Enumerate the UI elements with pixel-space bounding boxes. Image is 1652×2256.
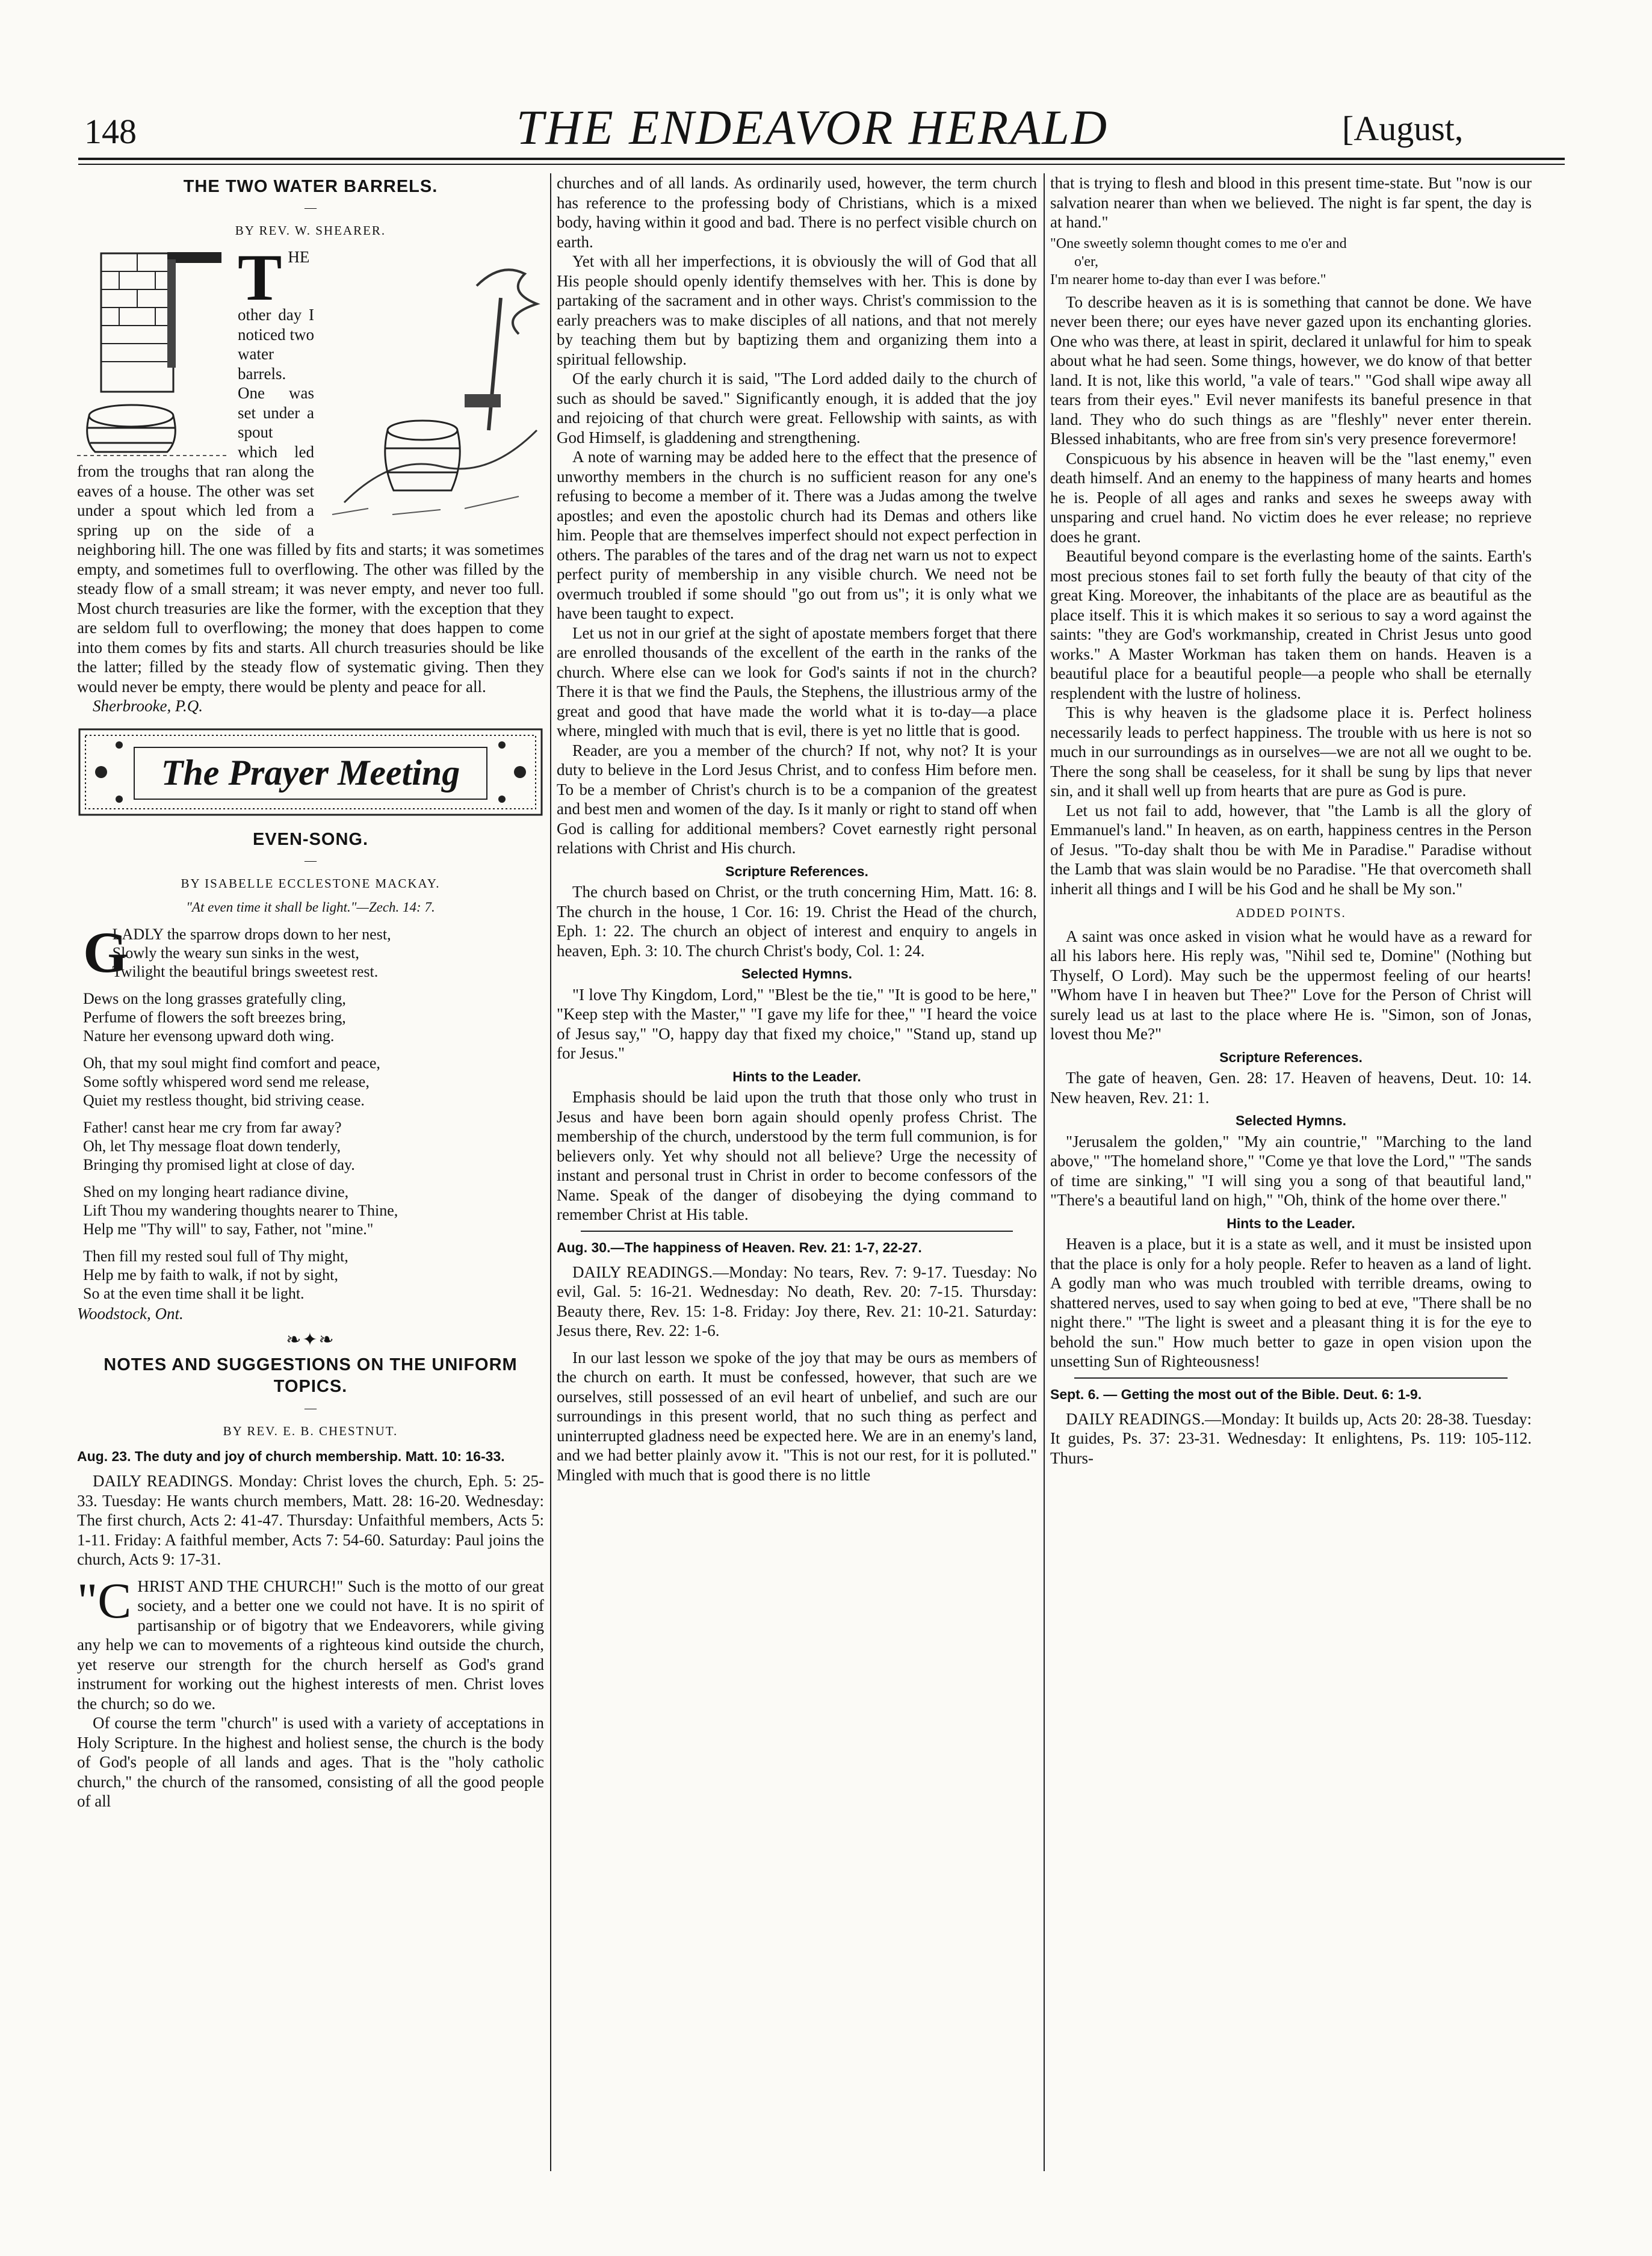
- verse-line: Quiet my restless thought, bid striving cease.: [83, 1091, 365, 1109]
- barrel-under-spout-illustration: [77, 247, 230, 458]
- paragraph: Of course the term "church" is used with a variety of acceptations in Holy Scripture. In the highest and holiest sense, the church is the body of God's people of all lands and ages. That is the "holy catholic church," the church of the ransomed, consisting of all the good people of all: [77, 1714, 544, 1810]
- paragraph: A saint was once asked in vision what he would have as a reward for all his labors here. His reply was, "Nihil sed te, Domine" (Nothing but Thyself, O Lord). May such be the uppermost feeling of our hearts! "Whom have I in heaven but Thee?" Love for the Person of Christ will surely lead us at last to the place where He is. "Simon, son of Jonas, lovest thou Me?": [1050, 927, 1532, 1043]
- paragraph: Beautiful beyond compare is the everlasting home of the saints. Earth's most precious stones fail to set forth fully the beauty of that city of the great King. Moreover, the inhabitants of the place are as beautiful as the place itself. This it is which makes it so serious to say a word against the saints: "they are God's workmanship, created in Christ Jesus unto good works." A Master Workman has taken them on hands. Heaven is a beautiful place for a beautiful people—a people who shall be eternally resplendent with the lustre of holiness.: [1050, 547, 1532, 702]
- poem-place: Woodstock, Ont.: [77, 1304, 184, 1323]
- dropcap-letter: G: [83, 919, 128, 984]
- verse-line: Then fill my rested soul full of Thy might,: [83, 1247, 348, 1265]
- header-rule: [78, 158, 1565, 160]
- paragraph: Let us not fail to add, however, that "the Lamb is all the glory of Emmanuel's land." In heaven, as on earth, happiness centres in the Person of Jesus. "To-day shalt thou be with Me in Paradise." Paradise without the Lamb that was slain would be no Paradise. "He that overcometh shall inherit all things and I will be his God and he shall be My son.": [1050, 801, 1532, 898]
- verse-line: Shed on my longing heart radiance divine,: [83, 1182, 349, 1201]
- verse-line: LADLY the sparrow drops down to her nest,: [112, 925, 391, 943]
- article-title: THE TWO WATER BARRELS.: [183, 177, 438, 196]
- column-2: [557, 173, 1037, 2177]
- section-rule: [581, 1231, 1013, 1232]
- paragraph: that is trying to flesh and blood in this present time-state. But "now is our salvation nearer than when we believed. The night is far spent, the day is at hand.": [1050, 174, 1532, 231]
- verse-line: o'er,: [1074, 253, 1099, 270]
- dropcap-letter: "C: [77, 1572, 132, 1629]
- divider-dash: —: [305, 1401, 317, 1415]
- column-3: [1050, 173, 1532, 2177]
- notes-title: NOTES AND SUGGESTIONS ON THE UNIFORM TOPICS.: [104, 1355, 518, 1396]
- scripture-references: The gate of heaven, Gen. 28: 17. Heaven of heavens, Deut. 10: 14. New heaven, Rev. 21: 1.: [1050, 1069, 1532, 1107]
- paragraph: Let us not in our grief at the sight of apostate members forget that there are enrolled thousands of the excellent of the earth in the ranks of the church. Where else can we look for God's saints if not in the church? There it is that we find the Pauls, the Stephens, the illustrious army of the great and good that have made the world what it is to-day—a place where, mingled with much that is evil, there is yet no little that is good.: [557, 623, 1037, 740]
- section-rule: [1074, 1377, 1508, 1379]
- topic-heading: Aug. 30.—The happiness of Heaven. Rev. 21: 1-7, 22-27.: [557, 1239, 922, 1255]
- verse-line: Dews on the long grasses gratefully cling,: [83, 989, 346, 1007]
- selected-hymns: "I love Thy Kingdom, Lord," "Blest be the tie," "It is good to be here," "Keep step with the Master," "I gave my life for thee," "I heard the voice of Jesus say," "O, happy day that fixed my choice," "Stand up, stand up for Jesus.": [557, 985, 1037, 1062]
- paragraph: In our last lesson we spoke of the joy that may be ours as members of the church on earth. It must be confessed, however, that such are we ourselves, still possessed of an evil heart of unbelief, and such are our surroundings in this present world, that no such thing as perfect and uninterrupted gladness need be expected here. We are in an enemy's land, and we had better plainly avow it. "This is not our rest, for it is polluted." Mingled with much that is good there is no little: [557, 1348, 1037, 1484]
- column-divider: [550, 173, 551, 2171]
- ornament-divider: ❧✦❧: [286, 1330, 335, 1350]
- verse-line: Nature her evensong upward doth wing.: [83, 1027, 335, 1045]
- section-subheading: Scripture References.: [725, 863, 868, 879]
- article-body: HE other day I noticed two water barrels. One was set under a spout which led from the troughs that ran along the eaves of a house. The other was set under a spout which led from a spring up on the side of a neighboring hill. The one was filled by fits and starts; it was sometimes empty, and sometimes full to overflowing. The other was filled by the steady flow of a small stream; it was never empty, and never too full. Most church treasuries are like the former, with the exception that they are seldom full to overflowing; the money that does happen to come into them comes by fits and starts. All church treasuries should be like the latter; filled by the steady flow of systematic giving. Then they would never be empty, there would be plenty and peace for all.: [77, 248, 544, 696]
- verse-line: Help me by faith to walk, if not by sight,: [83, 1266, 338, 1284]
- leader-hints: Emphasis should be laid upon the truth that those only who trust in Jesus and have been born again should openly profess Christ. The membership of the church, understood by the term full communion, is for believers only. Yet why should not all believe? Urge the necessity of instant and personal trust in Christ in order to become confessors of the Name. Speak of the danger of disobeying the dying command to remember Christ at His table.: [557, 1088, 1037, 1223]
- poem-stanza: [83, 989, 544, 1045]
- paragraph: Conspicuous by his absence in heaven will be the "last enemy," even death himself. And an enemy to the happiness of many hearts and homes he is. People of all ages and ranks and sexes he sweeps away with unsparing and cruel hand. No victim does he ever release; no reprieve does he grant.: [1050, 449, 1532, 546]
- section-subheading: Hints to the Leader.: [732, 1068, 861, 1084]
- article-byline: BY REV. W. SHEARER.: [235, 223, 386, 238]
- verse-line: Oh, that my soul might find comfort and peace,: [83, 1054, 380, 1072]
- paragraph: This is why heaven is the gladsome place it is. Perfect holiness necessarily leads to perfect happiness. The trouble with us here is not so much in our surroundings as in ourselves—we are not all we ought to be. There the song shall be ceaseless, for it shall be sung by lips that never sin, and it shall well up from hearts that are pure as God is pure.: [1050, 703, 1532, 800]
- scripture-references: The church based on Christ, or the truth concerning Him, Matt. 16: 8. The church in the house, 1 Cor. 16: 19. Christ the Head of the church, Eph. 1: 22. The church an object of interest and enquiry to angels in heaven, Eph. 3: 10. The church Christ's body, Col. 1: 24.: [557, 883, 1037, 960]
- poem-stanza: [83, 1182, 544, 1238]
- column-divider: [1044, 173, 1045, 2171]
- divider-dash: —: [305, 853, 317, 867]
- verse-line: I'm nearer home to-day than ever I was before.": [1050, 271, 1326, 288]
- poem-title: EVEN-SONG.: [252, 830, 369, 849]
- section-subheading: Hints to the Leader.: [1227, 1215, 1355, 1231]
- verse-line: "One sweetly solemn thought comes to me o'er and: [1050, 235, 1347, 252]
- barrel-on-hillside-illustration: [320, 250, 544, 527]
- verse-line: Lift Thou my wandering thoughts nearer to Thine,: [83, 1201, 398, 1219]
- verse-line: So at the even time shall it be light.: [83, 1284, 305, 1302]
- topic-heading: Sept. 6. — Getting the most out of the Bible. Deut. 6: 1-9.: [1050, 1386, 1422, 1402]
- paragraph: Of the early church it is said, "The Lord added daily to the church of such as should be saved." Significantly enough, it is added that the joy and rejoicing of that church were great. Fellowship with saints, as with God Himself, is gladdening and strengthening.: [557, 369, 1037, 447]
- divider-dash: —: [305, 200, 317, 214]
- section-subheading: Selected Hymns.: [741, 966, 853, 981]
- paragraph: Reader, are you a member of the church? If not, why not? It is your duty to believe in the Lord Jesus Christ, and to confess Him before men. To be a member of Christ's church is to be a companion of the greatest and best men and women of the day. Is it manly or right to stand off when God is calling for additional members? Covet earnestly right personal relations with Christ and His church.: [557, 741, 1037, 857]
- dropcap-letter: T: [238, 241, 282, 314]
- selected-hymns: "Jerusalem the golden," "My ain countrie," "Marching to the land above," "The homeland shore," "Come ye that love the Lord," "The sands of time are sinking," "I will sing you a song of that beautiful land," "There's a beautiful land on high," "Oh, think of the home over there.": [1050, 1132, 1532, 1209]
- header-rule-thin: [78, 164, 1565, 165]
- daily-readings: DAILY READINGS.—Monday: No tears, Rev. 7: 9-17. Tuesday: No evil, Gal. 5: 16-21. Wednesday: No death, Rev. 20: 7-15. Thursday: Beauty there, Rev. 15: 1-8. Friday: Joy there, Rev. 21: 10-21. Saturday: Jesus there, Rev. 22: 1-6.: [557, 1262, 1037, 1340]
- leader-hints: Heaven is a place, but it is a state as well, and it must be insisted upon that the place is only for a holy people. Refer to heaven as a land of light. A godly man who was much troubled with terrible dreams, owing to shattered nerves, used to say when going to bed at eve, "There shall be no night there." "The light is sweet and a pleasant thing it is for the eye to behold the sun." How much better to gaze in open vision upon the unsetting Sun of Righteousness!: [1050, 1235, 1532, 1370]
- banner-text: The Prayer Meeting: [161, 752, 460, 793]
- section-subheading: Selected Hymns.: [1235, 1113, 1347, 1128]
- article-place: Sherbrooke, P.Q.: [93, 697, 203, 715]
- verse-line: Father! canst hear me cry from far away?: [83, 1118, 342, 1136]
- section-subheading: Scripture References.: [1219, 1049, 1363, 1065]
- issue-month: [August,: [1342, 109, 1464, 148]
- page-number: 148: [84, 112, 137, 151]
- paragraph: HRIST AND THE CHURCH!" Such is the motto of our great society, and a better one we could not have. It is no spirit of partisanship or of bigotry that we Endeavorers, while giving any help we can to movements of a righteous kind outside the church, yet reserve our strength for the church herself as God's grand instrument for working out the highest interests of men. Christ loves the church; so do we.: [77, 1577, 544, 1713]
- verse-line: Some softly whispered word send me release,: [83, 1072, 370, 1090]
- verse-line: Twilight the beautiful brings sweetest rest.: [112, 962, 379, 980]
- prayer-meeting-banner: [77, 727, 544, 817]
- quoted-verse: [1050, 235, 1532, 289]
- paragraph: To describe heaven as it is is something that cannot be done. We have never been there; our eyes have never gazed upon its enchanting glories. One who was there, at least in spirit, declared it unlawful for him to speak about what he had seen. Some things, however, we do know of that better land. It is not, like this world, "a vale of tears." "God shall wipe away all tears from their eyes." Evil never manifests its baneful presence in that land. They who do such things as are "fleshly" never enter therein. Blessed inhabitants, who are free from sin's very presence forevermore!: [1050, 292, 1532, 448]
- verse-line: Bringing thy promised light at close of day.: [83, 1155, 355, 1173]
- daily-readings: DAILY READINGS. Monday: Christ loves the church, Eph. 5: 25-33. Tuesday: He wants church members, Matt. 28: 16-20. Wednesday: The first church, Acts 2: 41-47. Thursday: Unfaithful members, Acts 5: 1-11. Friday: A faithful member, Acts 7: 54-60. Saturday: Paul joins the church, Acts 9: 17-31.: [77, 1472, 544, 1568]
- paragraph: churches and of all lands. As ordinarily used, however, the term church has reference to the professing body of Christians, which is a mixed body, having within it good and bad. There is no perfect visible church on earth.: [557, 174, 1037, 251]
- paragraph: A note of warning may be added here to the effect that the presence of unworthy members in the church is no sufficient reason for any one's refusing to become a member of it. There was a Judas among the twelve apostles; and even the apostolic church had its Demas and others like him. People that are themselves imperfect should not expect perfection in others. The parables of the tares and of the drag net warn us not to expect perfect purity of membership in any visible church. We need not be overmuch troubled if some should "go out from us"; it is only what we have been taught to expect.: [557, 448, 1037, 622]
- poem-stanza: [83, 1247, 544, 1303]
- poem-stanza: [83, 1054, 544, 1110]
- section-subheading: ADDED POINTS.: [1236, 906, 1346, 920]
- masthead-title: THE ENDEAVOR HERALD: [516, 100, 1109, 155]
- poem-stanza: [83, 1118, 544, 1174]
- notes-byline: BY REV. E. B. CHESTNUT.: [223, 1423, 398, 1438]
- column-1: [77, 173, 544, 2177]
- poem-byline: BY ISABELLE ECCLESTONE MACKAY.: [181, 876, 441, 891]
- verse-line: Slowly the weary sun sinks in the west,: [112, 944, 359, 962]
- poem-epigraph: "At even time it shall be light."—Zech. 14: 7.: [186, 900, 435, 915]
- daily-readings: DAILY READINGS.—Monday: It builds up, Acts 20: 28-38. Tuesday: It guides, Ps. 37: 23-31. Wednesday: It enlightens, Ps. 119: 105-112. Thurs-: [1050, 1409, 1532, 1467]
- verse-line: Perfume of flowers the soft breezes bring,: [83, 1008, 346, 1026]
- topic-heading: Aug. 23. The duty and joy of church membership. Matt. 10: 16-33.: [77, 1448, 505, 1464]
- verse-line: Oh, let Thy message float down tenderly,: [83, 1137, 341, 1155]
- verse-line: Help me "Thy will" to say, Father, not "mine.": [83, 1220, 374, 1238]
- poem-stanza: [83, 919, 544, 984]
- paragraph: Yet with all her imperfections, it is obviously the will of God that all His people should openly identify themselves with her. This is done by partaking of the sacrament and in other ways. Christ's commission to the early preachers was to make disciples of all nations, and that not merely by teaching them but by baptizing them and organizing them into a spiritual fellowship.: [557, 252, 1037, 368]
